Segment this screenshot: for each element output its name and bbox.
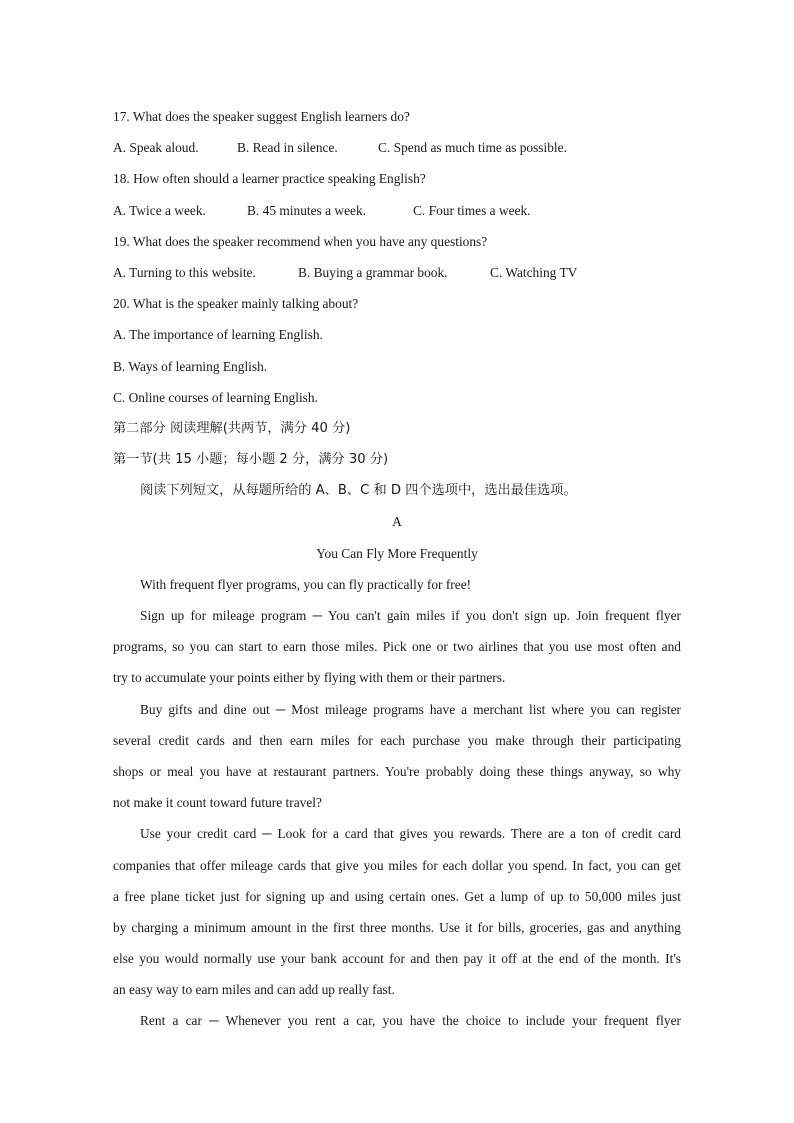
paragraph-line: Sign up for mileage program ─ You can't gain miles if you don't sign up. Join frequent flyer xyxy=(140,608,681,623)
paragraph-intro xyxy=(113,569,681,600)
question-17-options xyxy=(113,132,681,163)
paragraph-line: not make it count toward future travel? xyxy=(113,795,322,811)
option-18a: A. Twice a week. xyxy=(113,202,206,218)
option-20a: A. The importance of learning English. xyxy=(113,327,323,343)
option-17c: C. Spend as much time as possible. xyxy=(378,140,567,156)
passage-title: You Can Fly More Frequently xyxy=(316,545,478,561)
passage-letter: A xyxy=(392,514,402,530)
reading-instruction: 阅读下列短文，从每题所给的 A、B、C 和 D 四个选项中，选出最佳选项。 xyxy=(140,483,577,499)
paragraph-line: an easy way to earn miles and can add up really fast. xyxy=(113,982,395,998)
option-19a: A. Turning to this website. xyxy=(113,264,256,280)
part-two-title: 第二部分 阅读理解(共两节，满分 40 分) xyxy=(113,420,351,436)
paragraph-line: With frequent flyer programs, you can fly practically for free! xyxy=(140,576,472,592)
paragraph-line: else you would normally use your bank account for and then pay it off at the end of the month. It's xyxy=(113,951,681,967)
paragraph-line: several credit cards and then earn miles for each purchase you make through their participating xyxy=(113,732,681,748)
option-18b: B. 45 minutes a week. xyxy=(247,202,367,218)
paragraph-sign-up xyxy=(113,600,681,694)
paragraph-line: Buy gifts and dine out ─ Most mileage programs have a merchant list where you can register xyxy=(140,701,681,717)
paragraph-rent-car xyxy=(113,1005,681,1036)
question-19-options xyxy=(113,257,681,288)
option-17a: A. Speak aloud. xyxy=(113,140,199,156)
option-20b: B. Ways of learning English. xyxy=(113,358,268,374)
paragraph-line: programs, so you can start to earn those miles. Pick one or two airlines that you use most often and xyxy=(113,639,681,655)
section-one-title: 第一节(共 15 小题；每小题 2 分，满分 30 分) xyxy=(113,452,389,468)
option-19c: C. Watching TV xyxy=(490,264,578,280)
exam-page xyxy=(113,101,681,1037)
paragraph-credit-card xyxy=(113,818,681,1005)
option-17b: B. Read in silence. xyxy=(237,140,338,156)
paragraph-line: a free plane ticket just for signing up and using certain ones. Get a lump of up to 50,000 miles just xyxy=(113,888,681,904)
paragraph-line: companies that offer mileage cards that give you miles for each dollar you spend. In fact, you can get xyxy=(113,857,681,873)
question-19: 19. What does the speaker recommend when you have any questions? xyxy=(113,233,488,249)
question-18-options xyxy=(113,195,681,226)
paragraph-line: by charging a minimum amount in the first three months. Use it for bills, groceries, gas and anything xyxy=(113,919,681,935)
paragraph-line: shops or meal you have at restaurant partners. You're probably doing these things anyway, so why xyxy=(113,763,681,779)
question-18: 18. How often should a learner practice speaking English? xyxy=(113,171,426,187)
option-19b: B. Buying a grammar book. xyxy=(298,264,448,280)
paragraph-line: try to accumulate your points either by flying with them or their partners. xyxy=(113,670,506,686)
question-20: 20. What is the speaker mainly talking about? xyxy=(113,296,359,312)
option-20c: C. Online courses of learning English. xyxy=(113,389,318,405)
paragraph-buy-gifts xyxy=(113,694,681,819)
option-18c: C. Four times a week. xyxy=(413,202,531,218)
paragraph-line: Rent a car ─ Whenever you rent a car, you have the choice to include your frequent flyer xyxy=(140,1013,681,1029)
paragraph-line: Use your credit card ─ Look for a card that gives you rewards. There are a ton of credit card xyxy=(140,826,681,842)
question-17: 17. What does the speaker suggest English learners do? xyxy=(113,109,410,124)
